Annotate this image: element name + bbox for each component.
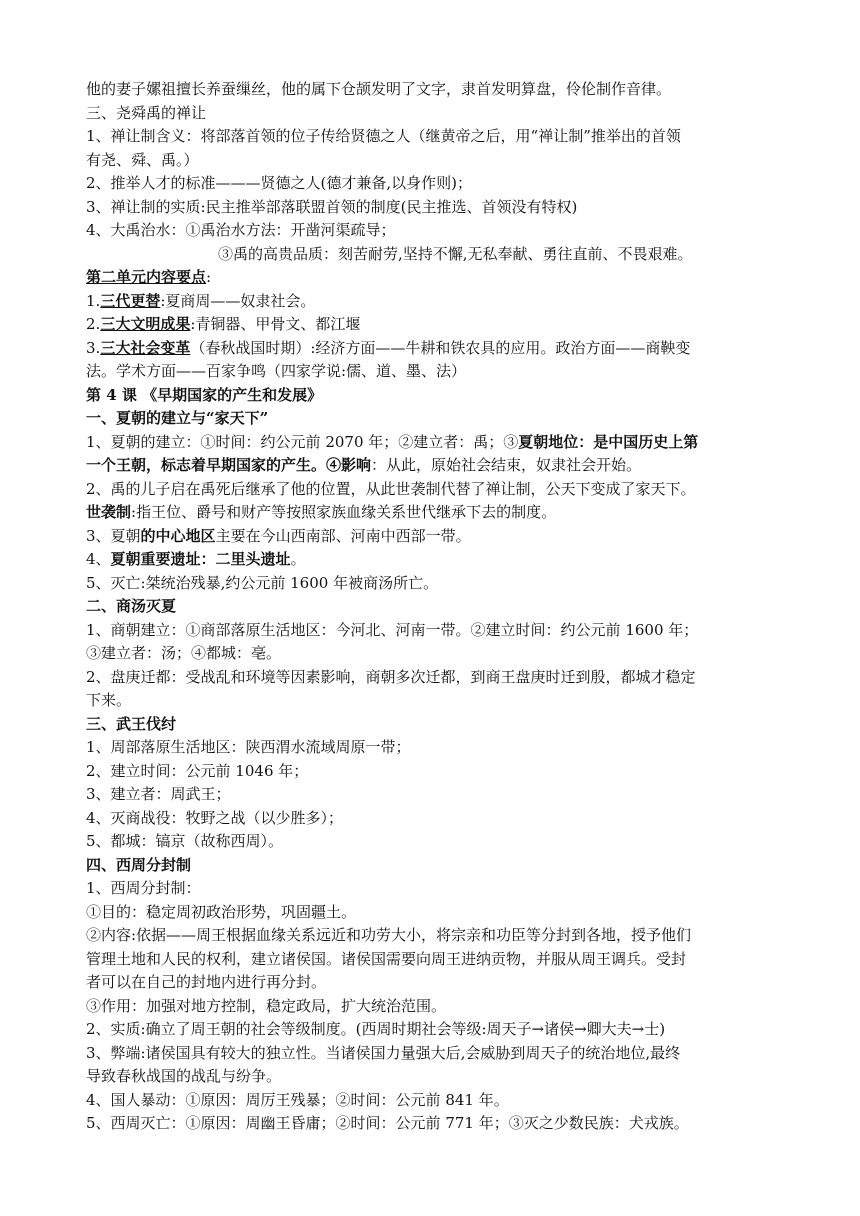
text-line: 1、周部落原生活地区：陕西渭水流域周原一带；	[86, 738, 411, 756]
summary-item	[86, 337, 778, 361]
text-line: 导致春秋战国的战乱与纷争。	[86, 1067, 282, 1085]
text-line: 有尧、舜、禹。）	[86, 150, 199, 169]
summary-item	[86, 313, 778, 337]
text-line: 2、实质:确立了周王朝的社会等级制度。(西周时期社会等级:周天子→诸侯→卿大夫→士)	[86, 1020, 666, 1038]
text-span: 1、夏朝的建立：①时间：约公元前 2070 年；②建立者：禹；③	[86, 432, 519, 451]
summary-item	[86, 290, 778, 314]
text-line: ②内容:依据——周王根据血缘关系远近和功劳大小，将宗亲和功臣等分封到各地，授予他们	[86, 926, 692, 944]
bold-span: 一个王朝，标志着早期国家的产生。④影响	[86, 456, 372, 474]
text-line: 下来。	[86, 691, 132, 709]
bold-span: 夏朝重要遗址：二里头遗址	[110, 550, 291, 568]
colon: :	[206, 268, 212, 286]
text-line: 4、大禹治水：①禹治水方法：开凿河渠疏导；	[86, 221, 396, 239]
item-keyword: 三大文明成果	[100, 315, 191, 333]
text-line: 1、商朝建立：①商部落原生活地区：今河北、河南一带。②建立时间：约公元前 1600 年；	[86, 620, 699, 639]
text-line: 1、禅让制含义：将部落首领的位子传给贤德之人（继黄帝之后，用“禅让制”推举出的首领	[86, 127, 681, 145]
text-line: 5、西周灭亡：①原因：周幽王昏庸；②时间：公元前 771 年；③灭之少数民族：犬戎族。	[86, 1114, 689, 1132]
text-line: 者可以在自己的封地内进行再分封。	[86, 973, 327, 991]
unit-summary-heading	[86, 266, 778, 290]
text-line: 2、推举人才的标准———贤德之人(德才兼备,以身作则)；	[86, 174, 473, 192]
item-text: :青铜器、甲骨文、都江堰	[190, 315, 361, 333]
section-heading-fenfeng: 四、西周分封制	[86, 855, 192, 874]
lesson-title: 第 4 课 《早期国家的产生和发展》	[86, 385, 323, 404]
text-span: ：从此，原始社会结束，奴隶社会开始。	[371, 456, 642, 474]
text-line: 1、西周分封制：	[86, 879, 201, 897]
text-line: ①目的：稳定周初政治形势，巩固疆土。	[86, 902, 357, 921]
section-heading-shang: 二、商汤灭夏	[86, 597, 177, 615]
item-number: 3.	[86, 338, 101, 357]
text-span: 3、夏朝	[86, 526, 141, 545]
text-line: ③作用：加强对地方控制，稳定政局，扩大统治范围。	[86, 996, 447, 1015]
text-line	[86, 501, 778, 525]
text-line: 3、弊端:诸侯国具有较大的独立性。当诸侯国力量强大后,会威胁到周天子的统治地位,最终	[86, 1043, 681, 1062]
text-line: 3、建立者：周武王；	[86, 785, 231, 803]
text-line: 4、国人暴动：①原因：周厉王残暴；②时间：公元前 841 年。	[86, 1090, 509, 1109]
text-line	[86, 548, 778, 572]
item-text: :夏商周——奴隶社会。	[160, 291, 316, 310]
text-line: 法。学术方面——百家争鸣（四家学说:儒、道、墨、法）	[86, 362, 467, 380]
text-span: 。	[290, 550, 306, 568]
text-span: :指王位、爵号和财产等按照家族血缘关系世代继承下去的制度。	[131, 503, 557, 521]
text-line: 2、盘庚迁都：受战乱和环境等因素影响，商朝多次迁都，到商王盘庚时迁到殷，都城才稳定	[86, 667, 696, 686]
bold-span: 世袭制	[86, 503, 132, 521]
text-span: 主要在今山西南部、河南中西部一带。	[215, 526, 471, 545]
item-keyword: 三大社会变革	[100, 338, 191, 357]
text-span: 4、	[86, 550, 111, 568]
text-line	[86, 454, 778, 478]
text-line: 5、都城：镐京（故称西周）。	[86, 832, 284, 850]
text-line: 2、禹的儿子启在禹死后继承了他的位置，从此世袭制代替了禅让制，公天下变成了家天下。	[86, 479, 696, 498]
bold-span: 夏朝地位：是中国历史上第	[518, 432, 699, 451]
text-line-indented: ③禹的高贵品质：刻苦耐劳,坚持不懈,无私奉献、勇往直前、不畏艰难。	[218, 244, 693, 263]
text-line: 5、灭亡:桀统治残暴,约公元前 1600 年被商汤所亡。	[86, 573, 439, 592]
item-keyword: 三代更替	[100, 291, 161, 310]
section-heading-zhou: 三、武王伐纣	[86, 714, 177, 733]
text-line: 2、建立时间：公元前 1046 年；	[86, 761, 309, 780]
text-line	[86, 525, 778, 549]
text-line: 4、灭商战役：牧野之战（以少胜多）；	[86, 808, 344, 827]
text-line: ③建立者：汤；④都城：亳。	[86, 644, 282, 662]
bold-span: 的中心地区	[140, 526, 216, 545]
text-line: 3、禅让制的实质:民主推举部落联盟首领的制度(民主推选、首领没有特权)	[86, 197, 578, 216]
section-heading-shan-rang: 三、尧舜禹的禅让	[86, 103, 207, 122]
item-number: 2.	[86, 315, 101, 333]
section-heading-xia: 一、夏朝的建立与“家天下”	[86, 409, 269, 427]
document-body	[86, 78, 778, 1136]
unit-summary-title: 第二单元内容要点	[86, 268, 207, 286]
text-line	[86, 431, 778, 455]
item-number: 1.	[86, 291, 101, 310]
text-line: 他的妻子嫘祖擅长养蚕缫丝，他的属下仓颉发明了文字，隶首发明算盘，伶伦制作音律。	[86, 80, 672, 98]
text-line: 管理土地和人民的权利，建立诸侯国。诸侯国需要向周王进纳贡物，并服从周王调兵。受封	[86, 949, 687, 968]
item-text: （春秋战国时期）:经济方面——牛耕和铁农具的应用。政治方面——商鞅变	[190, 338, 691, 357]
